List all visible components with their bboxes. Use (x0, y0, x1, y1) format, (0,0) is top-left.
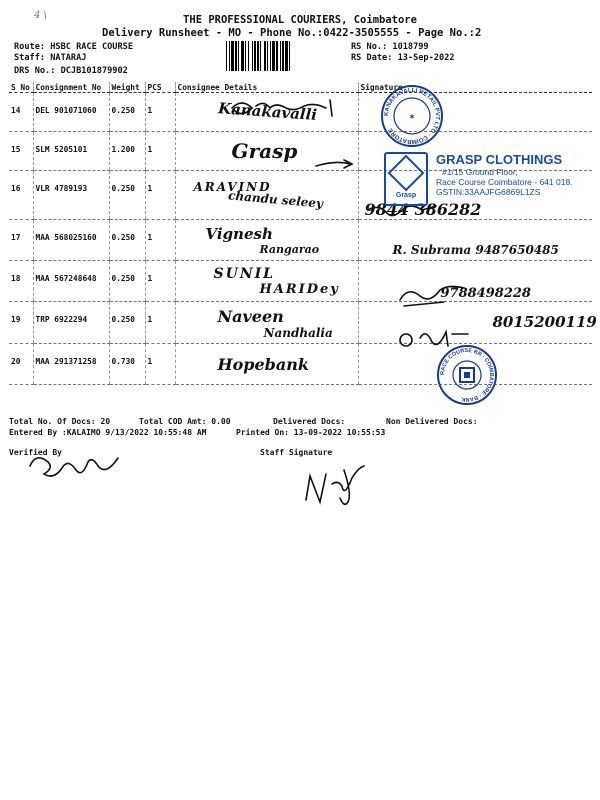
grasp-title: GRASP CLOTHINGS (436, 152, 563, 167)
signature-handwriting: 8015200119 (492, 313, 597, 331)
staff-signature (306, 466, 364, 504)
consignee-handwriting: chandu seleey (227, 188, 324, 211)
cell-pcs: 1 (145, 302, 175, 344)
cell-pcs: 1 (145, 171, 175, 220)
cell-weight: 0.250 (109, 261, 145, 302)
staff-label: Staff: NATARAJ (14, 53, 87, 63)
cell-pcs: 1 (145, 220, 175, 261)
consignee-handwriting: Grasp (231, 139, 298, 163)
grasp-stamp (436, 152, 573, 197)
signature-handwriting: 9788498228 (440, 286, 531, 301)
consignee-handwriting: Nandhalia (263, 326, 333, 340)
scribble-circle (400, 334, 412, 346)
cell-pcs: 1 (145, 93, 175, 132)
total-cod: Total COD Amt: 0.00 (139, 417, 231, 426)
non-delivered-docs: Non Delivered Docs: (386, 417, 478, 426)
cell-sno: 15 (9, 132, 33, 171)
col-header: Consignment No (33, 82, 109, 93)
cell-sno: 14 (9, 93, 33, 132)
grasp-logo-box (384, 152, 428, 206)
consignee-handwriting: HARIDey (259, 282, 340, 297)
scribble-signature (368, 206, 436, 216)
scribble-signature (400, 286, 464, 306)
consignee-handwriting: Kanakavalli (217, 99, 318, 125)
cell-sno: 17 (9, 220, 33, 261)
staff-signature-label: Staff Signature (260, 448, 333, 457)
company-title: THE PROFESSIONAL COURIERS, Coimbatore (183, 14, 417, 26)
cell-sno: 20 (9, 344, 33, 385)
arrow-stroke (316, 160, 352, 168)
cell-sno: 18 (9, 261, 33, 302)
cell-consignment: MAA 567248648 (33, 261, 109, 302)
col-header: PCS (145, 82, 175, 93)
consignee-handwriting: Vignesh (205, 225, 273, 243)
consignee-handwriting: Naveen (217, 307, 284, 326)
cell-weight: 0.730 (109, 344, 145, 385)
grasp-logo-text: Grasp (395, 192, 417, 199)
cell-pcs: 1 (145, 261, 175, 302)
corner-mark: 4 \ (34, 10, 47, 21)
cell-weight: 1.200 (109, 132, 145, 171)
consignee-handwriting: ARAVIND (193, 180, 272, 194)
consignee-handwriting: Rangarao (259, 243, 320, 256)
runsheet-title: Delivery Runsheet - MO - Phone No.:0422-3505555 - Page No.:2 (102, 27, 482, 39)
cell-pcs: 1 (145, 132, 175, 171)
cell-weight: 0.250 (109, 171, 145, 220)
col-header: Signature (358, 82, 592, 93)
cell-consignment: VLR 4789193 (33, 171, 109, 220)
consignee-handwriting: SUNIL (213, 266, 276, 282)
cell-weight: 0.250 (109, 302, 145, 344)
consignee-handwriting: Hopebank (217, 355, 309, 374)
drs-number: DRS No.: DCJB101879902 (14, 66, 128, 76)
bank-stamp (436, 344, 498, 406)
total-docs: Total No. Of Docs: 20 (9, 417, 111, 426)
svg-text:✶: ✶ (409, 114, 415, 121)
scribble-grasp (232, 100, 332, 116)
cell-pcs: 1 (145, 344, 175, 385)
verified-by-label: Verified By (9, 448, 62, 457)
bank-stamp-text: RACE COURSE BR · COIMBATORE · BANK (439, 347, 495, 403)
route-label: Route: HSBC RACE COURSE (14, 42, 133, 52)
cell-consignment: DEL 901071060 (33, 93, 109, 132)
grasp-address-line: Race Course Coimbatore - 641 018. (436, 177, 573, 187)
verified-signature (30, 458, 118, 476)
cell-consignment: MAA 568025160 (33, 220, 109, 261)
rs-date: RS Date: 13-Sep-2022 (351, 53, 455, 63)
printed-on: Printed On: 13-09-2022 10:55:53 (236, 428, 386, 437)
kanakavalli-stamp-text: KANAKAVALLI RETAIL PVT LTD · COIMBATORE (383, 87, 441, 145)
signature-handwriting: R. Subrama 9487650485 (392, 243, 559, 257)
col-header: Weight (109, 82, 145, 93)
cell-consignment: MAA 291371258 (33, 344, 109, 385)
cell-consignment: TRP 6922294 (33, 302, 109, 344)
grasp-gstin: GSTIN:33AAJFG6869L1ZS (436, 187, 541, 197)
cell-consignment: SLM 5205101 (33, 132, 109, 171)
kanakavalli-stamp (380, 84, 444, 148)
grasp-address-line: #1/15 Ground Floor, (442, 167, 518, 177)
cell-weight: 0.250 (109, 93, 145, 132)
entered-by: Entered By :KALAIMO 9/13/2022 10:55:48 AM (9, 428, 207, 437)
rs-number: RS No.: 1018799 (351, 42, 429, 52)
cell-sno: 19 (9, 302, 33, 344)
signature-handwriting: 9844 386282 (364, 200, 482, 219)
col-header: Consignee Details (175, 82, 358, 93)
cell-weight: 0.250 (109, 220, 145, 261)
delivered-docs: Delivered Docs: (273, 417, 346, 426)
cell-sno: 16 (9, 171, 33, 220)
col-header: S No (9, 82, 33, 93)
